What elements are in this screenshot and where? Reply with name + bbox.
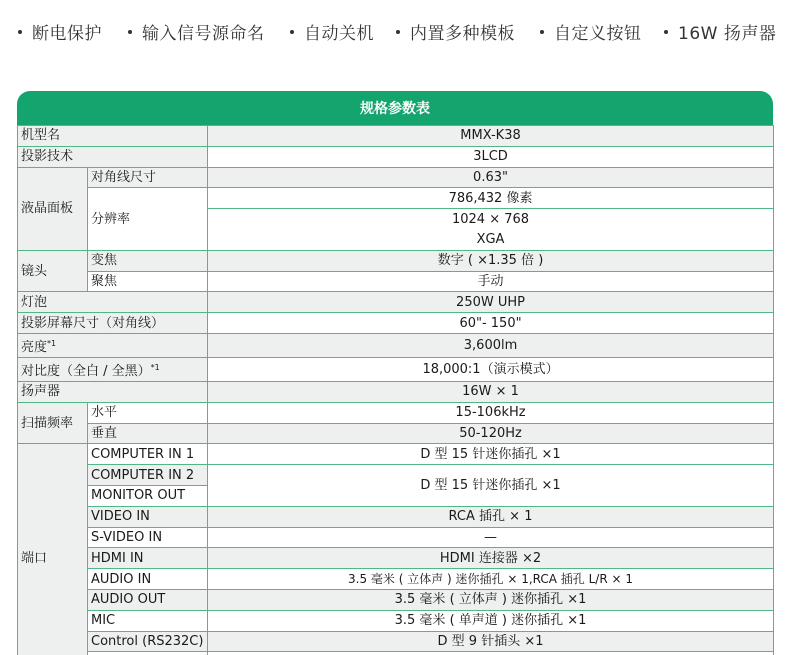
row-value: RCA 插孔 × 1: [208, 506, 774, 527]
table-row: [18, 357, 774, 381]
row-value: 15-106kHz: [208, 402, 774, 423]
row-value: —: [208, 527, 774, 548]
row-value: 60"- 150": [208, 313, 774, 334]
label-text: 亮度: [21, 339, 48, 355]
row-value: 16W × 1: [208, 381, 774, 402]
row-value: MMX-K38: [208, 126, 774, 147]
row-value: D 型 9 针插头 ×1: [208, 631, 774, 652]
table-row: [18, 402, 774, 423]
row-value: 3LCD: [208, 146, 774, 167]
table-row: [18, 126, 774, 147]
table-row: [18, 610, 774, 631]
feature-text: 内置多种模板: [410, 24, 515, 44]
feature-item: [290, 19, 374, 44]
bullet-icon: [540, 30, 544, 34]
feature-bar: [0, 0, 790, 60]
row-value: 3,600lm: [208, 333, 774, 357]
row-label: 灯泡: [18, 292, 208, 313]
feature-text: 自定义按钮: [554, 24, 642, 44]
row-value: 3.5 毫米 ( 立体声 ) 迷你插孔 ×1: [208, 589, 774, 610]
feature-text: 16W 扬声器: [678, 24, 777, 44]
table-row: [18, 381, 774, 402]
row-value: D 型 15 针迷你插孔 ×1: [208, 444, 774, 465]
sub-label: 对角线尺寸: [88, 167, 208, 188]
row-label: 投影屏幕尺寸（对角线）: [18, 313, 208, 334]
sub-label: S-VIDEO IN: [88, 527, 208, 548]
group-label: 镜头: [18, 250, 88, 292]
sub-label: HDMI IN: [88, 548, 208, 569]
row-value: 3.5 毫米 ( 单声道 ) 迷你插孔 ×1: [208, 610, 774, 631]
row-label: 机型名: [18, 126, 208, 147]
table-row: [18, 250, 774, 271]
table-row: [18, 569, 774, 590]
row-label: [18, 333, 208, 357]
row-value: 18,000:1（演示模式）: [208, 357, 774, 381]
sub-label: VIDEO IN: [88, 506, 208, 527]
sub-label: MIC: [88, 610, 208, 631]
footnote-mark: *1: [150, 362, 160, 372]
feature-item: [18, 19, 102, 44]
table-row: [18, 506, 774, 527]
row-value: 0.63": [208, 167, 774, 188]
table-row: [18, 589, 774, 610]
bullet-icon: [396, 30, 400, 34]
table-row: [18, 188, 774, 209]
group-label: 端口: [18, 444, 88, 655]
table-row: [18, 631, 774, 652]
sub-label: AUDIO IN: [88, 569, 208, 590]
sub-label: Control (RS232C): [88, 631, 208, 652]
spec-table-title: 规格参数表: [17, 91, 773, 125]
table-row: [18, 527, 774, 548]
row-value: 1024 × 768: [208, 209, 774, 230]
table-row: [18, 146, 774, 167]
bullet-icon: [128, 30, 132, 34]
sub-label: 变焦: [88, 250, 208, 271]
sub-label: 水平: [88, 402, 208, 423]
row-value: 3.5 毫米 ( 立体声 ) 迷你插孔 × 1,RCA 插孔 L/R × 1: [208, 569, 774, 590]
table-row: [18, 271, 774, 292]
row-label: [18, 357, 208, 381]
bullet-icon: [18, 30, 22, 34]
label-text: 对比度（全白 / 全黑）: [21, 363, 151, 379]
row-value: 手动: [208, 271, 774, 292]
sub-label: 分辨率: [88, 188, 208, 250]
group-label: 扫描频率: [18, 402, 88, 444]
sub-label: 聚焦: [88, 271, 208, 292]
row-label: 投影技术: [18, 146, 208, 167]
table-row: [18, 444, 774, 465]
row-value: HDMI 连接器 ×2: [208, 548, 774, 569]
row-value: D 型 15 针迷你插孔 ×1: [208, 465, 774, 507]
bullet-icon: [290, 30, 294, 34]
table-row: [18, 313, 774, 334]
bullet-icon: [664, 30, 668, 34]
row-value: 250W UHP: [208, 292, 774, 313]
feature-item: [540, 19, 642, 44]
spec-table: [17, 125, 774, 655]
row-value: 50-120Hz: [208, 423, 774, 444]
sub-label: AUDIO OUT: [88, 589, 208, 610]
feature-item: [128, 19, 265, 44]
feature-text: 断电保护: [32, 24, 102, 44]
feature-text: 自动关机: [304, 24, 374, 44]
sub-label: COMPUTER IN 1: [88, 444, 208, 465]
sub-label: MONITOR OUT: [88, 485, 208, 506]
row-value: 786,432 像素: [208, 188, 774, 209]
table-row: [18, 333, 774, 357]
table-row: [18, 423, 774, 444]
sub-label: 垂直: [88, 423, 208, 444]
feature-item: [664, 19, 776, 44]
group-label: 液晶面板: [18, 167, 88, 250]
table-row: [18, 167, 774, 188]
feature-text: 输入信号源命名: [142, 24, 265, 44]
table-row: [18, 292, 774, 313]
row-label: 扬声器: [18, 381, 208, 402]
row-value: XGA: [208, 229, 774, 250]
table-row: [18, 548, 774, 569]
feature-item: [396, 19, 515, 44]
table-row: [18, 465, 774, 486]
sub-label: COMPUTER IN 2: [88, 465, 208, 486]
footnote-mark: *1: [47, 338, 57, 348]
row-value: 数字 ( ×1.35 倍 ): [208, 250, 774, 271]
